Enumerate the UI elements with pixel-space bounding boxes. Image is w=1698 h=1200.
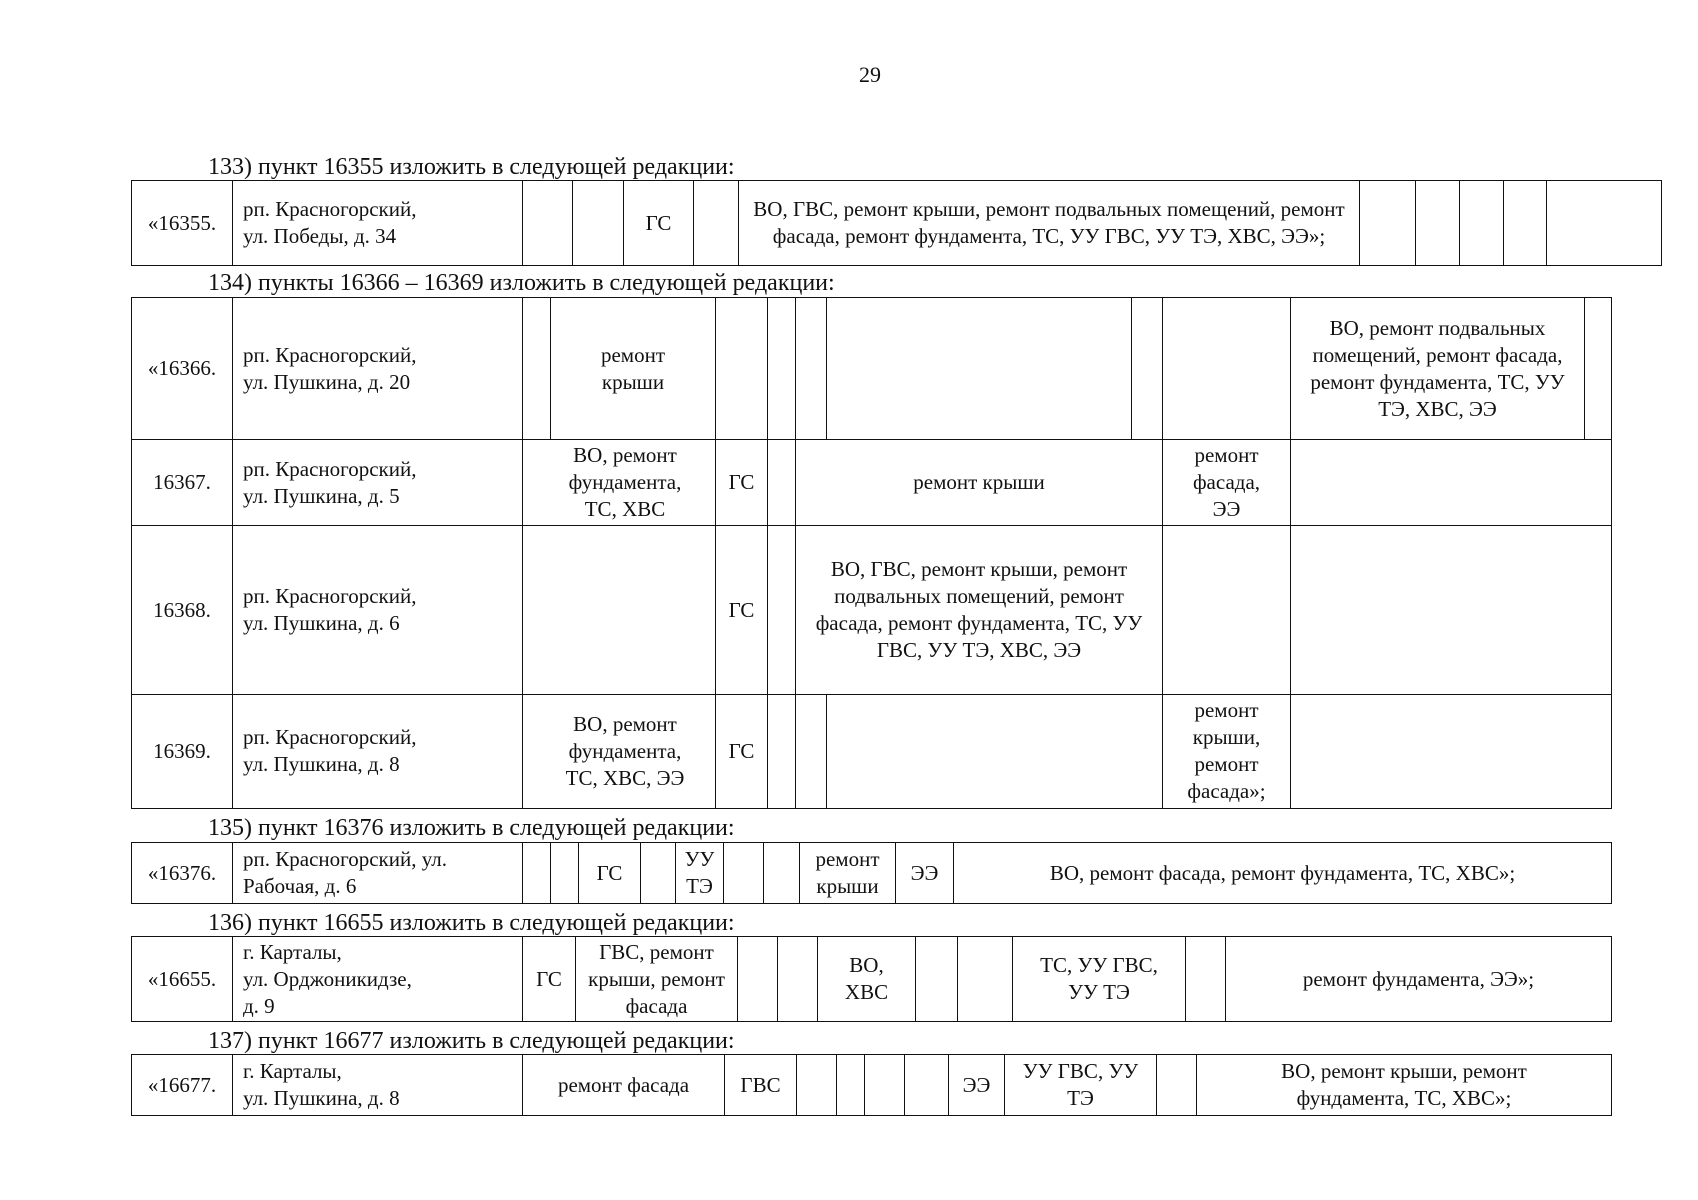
works-cell: ВО, ХВС [818, 937, 916, 1022]
works-cell: ремонт крыши, ремонт фасада»; [1163, 694, 1291, 808]
empty-cell [641, 843, 676, 904]
empty-cell [1360, 181, 1416, 266]
empty-cell [738, 937, 778, 1022]
works-cell: ВО, ремонт фундамента, ТС, ХВС, ЭЭ [523, 694, 716, 808]
section-heading-134: 134) пункты 16366 – 16369 изложить в следующей редакции: [208, 270, 835, 296]
works-cell: ТС, УУ ГВС, УУ ТЭ [1013, 937, 1186, 1022]
works-cell: ВО, ГВС, ремонт крыши, ремонт подвальных помещений, ремонт фасада, ремонт фундамента, ТС, УУ ГВС, УУ ТЭ, ХВС, ЭЭ [796, 526, 1163, 694]
address-cell: рп. Красногорский, ул. Пушкина, д. 5 [233, 440, 523, 526]
table-row [132, 440, 1612, 526]
table-row [132, 526, 1612, 694]
works-cell: ремонт крыши [796, 440, 1163, 526]
empty-cell [768, 298, 796, 440]
empty-cell [724, 843, 764, 904]
table-row [132, 298, 1612, 440]
empty-cell [958, 937, 1013, 1022]
empty-cell [865, 1055, 905, 1116]
row-number: «16655. [132, 937, 233, 1022]
empty-cell [768, 694, 796, 808]
empty-cell [1547, 181, 1662, 266]
empty-cell [916, 937, 958, 1022]
works-cell: ВО, ремонт подвальных помещений, ремонт фасада, ремонт фундамента, ТС, УУ ТЭ, ХВС, ЭЭ [1291, 298, 1585, 440]
address-cell: рп. Красногорский, ул. Пушкина, д. 6 [233, 526, 523, 694]
address-cell: г. Карталы, ул. Орджоникидзе, д. 9 [233, 937, 523, 1022]
empty-cell [796, 694, 827, 808]
table-16677 [131, 1054, 1612, 1116]
table-16655 [131, 936, 1612, 1022]
empty-cell [905, 1055, 949, 1116]
empty-cell [1291, 694, 1612, 808]
table-row [132, 1055, 1612, 1116]
address-cell: рп. Красногорский, ул. Пушкина, д. 20 [233, 298, 523, 440]
works-cell: ГВС, ремонт крыши, ремонт фасада [576, 937, 738, 1022]
empty-cell [1460, 181, 1504, 266]
ee-cell: ЭЭ [949, 1055, 1005, 1116]
table-16366-16369 [131, 297, 1612, 809]
empty-cell [523, 298, 551, 440]
empty-cell [827, 694, 1163, 808]
works-cell: ВО, ремонт крыши, ремонт фундамента, ТС, ХВС»; [1197, 1055, 1612, 1116]
empty-cell [523, 181, 573, 266]
empty-cell [523, 843, 551, 904]
works-cell: ремонт фундамента, ЭЭ»; [1226, 937, 1612, 1022]
empty-cell [778, 937, 818, 1022]
address-cell: рп. Красногорский, ул. Пушкина, д. 8 [233, 694, 523, 808]
address-cell: рп. Красногорский, ул. Рабочая, д. 6 [233, 843, 523, 904]
empty-cell [1163, 298, 1291, 440]
table-row [132, 843, 1612, 904]
empty-cell [1504, 181, 1547, 266]
row-number: 16367. [132, 440, 233, 526]
empty-cell [797, 1055, 837, 1116]
works-cell: ремонт фасада [523, 1055, 725, 1116]
table-row [132, 937, 1612, 1022]
gs-cell: ГС [716, 694, 768, 808]
table-row [132, 694, 1612, 808]
works-cell: ВО, ГВС, ремонт крыши, ремонт подвальных помещений, ремонт фасада, ремонт фундамента, ТС, УУ ГВС, УУ ТЭ, ХВС, ЭЭ»; [739, 181, 1360, 266]
row-number: «16366. [132, 298, 233, 440]
row-number: «16355. [132, 181, 233, 266]
empty-cell [1291, 526, 1612, 694]
gs-cell: ГС [624, 181, 694, 266]
empty-cell [551, 843, 579, 904]
row-number: «16376. [132, 843, 233, 904]
address-cell: рп. Красногорский, ул. Победы, д. 34 [233, 181, 523, 266]
table-16376 [131, 842, 1612, 904]
empty-cell [768, 526, 796, 694]
empty-cell [764, 843, 800, 904]
ee-cell: ЭЭ [896, 843, 954, 904]
works-cell: ВО, ремонт фасада, ремонт фундамента, ТС, ХВС»; [954, 843, 1612, 904]
table-row [132, 181, 1662, 266]
gs-cell: ГС [716, 440, 768, 526]
section-heading-133: 133) пункт 16355 изложить в следующей редакции: [208, 154, 735, 180]
empty-cell [1416, 181, 1460, 266]
section-heading-137: 137) пункт 16677 изложить в следующей редакции: [208, 1028, 735, 1054]
row-number: 16369. [132, 694, 233, 808]
works-cell: ремонт фасада, ЭЭ [1163, 440, 1291, 526]
table-16355 [131, 180, 1662, 266]
row-number: 16368. [132, 526, 233, 694]
section-heading-135: 135) пункт 16376 изложить в следующей редакции: [208, 815, 735, 841]
empty-cell [694, 181, 739, 266]
empty-cell [768, 440, 796, 526]
empty-cell [1186, 937, 1226, 1022]
roof-cell: ремонт крыши [800, 843, 896, 904]
empty-cell [1585, 298, 1612, 440]
empty-cell [1157, 1055, 1197, 1116]
works-cell: ВО, ремонт фундамента, ТС, ХВС [523, 440, 716, 526]
empty-cell [1163, 526, 1291, 694]
address-cell: г. Карталы, ул. Пушкина, д. 8 [233, 1055, 523, 1116]
empty-cell [796, 298, 827, 440]
section-heading-136: 136) пункт 16655 изложить в следующей редакции: [208, 910, 735, 936]
gs-cell: ГС [716, 526, 768, 694]
page-number: 29 [859, 62, 881, 87]
empty-cell [837, 1055, 865, 1116]
empty-cell [1291, 440, 1612, 526]
uu-cell: УУ ГВС, УУ ТЭ [1005, 1055, 1157, 1116]
uu-cell: УУ ТЭ [676, 843, 724, 904]
gs-cell: ГС [579, 843, 641, 904]
empty-cell [523, 526, 716, 694]
empty-cell [716, 298, 768, 440]
gs-cell: ГС [523, 937, 576, 1022]
empty-cell [827, 298, 1132, 440]
empty-cell [1132, 298, 1163, 440]
gvs-cell: ГВС [725, 1055, 797, 1116]
row-number: «16677. [132, 1055, 233, 1116]
empty-cell [573, 181, 624, 266]
works-cell: ремонт крыши [551, 298, 716, 440]
